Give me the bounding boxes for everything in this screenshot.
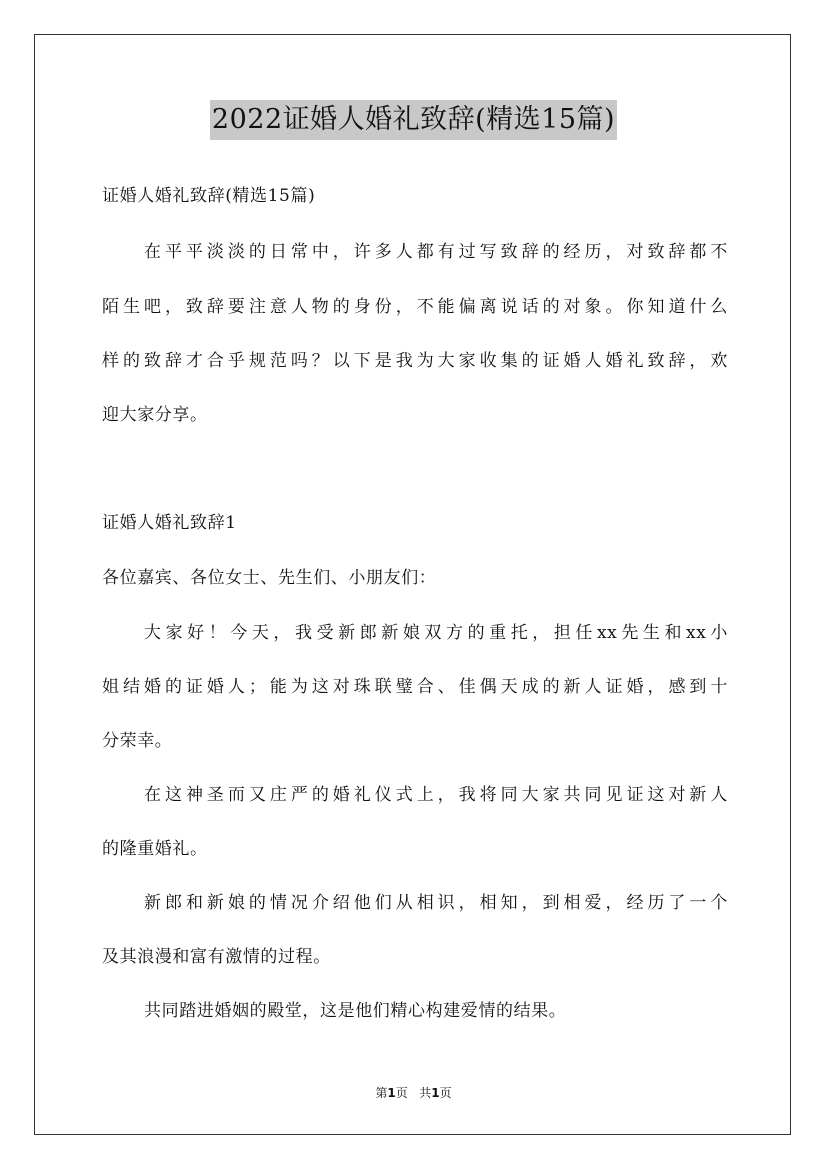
p4-line-1: 共同踏进婚姻的殿堂，这是他们精心构建爱情的结果。 bbox=[144, 1001, 567, 1021]
title-container bbox=[0, 100, 827, 140]
p3-line-1: 新郎和新娘的情况介绍他们从相识，相知，到相爱，经历了一个 bbox=[144, 893, 728, 913]
footer-total-prefix: 共 bbox=[419, 1086, 432, 1100]
greeting: 各位嘉宾、各位女士、先生们、小朋友们： bbox=[102, 568, 437, 588]
p1-line-2: 姐结婚的证婚人；能为这对珠联璧合、佳偶天成的新人证婚，感到十 bbox=[102, 677, 728, 697]
footer-total-number: 1 bbox=[431, 1086, 440, 1100]
document-subtitle: 证婚人婚礼致辞(精选15篇) bbox=[102, 186, 316, 206]
document-title: 2022证婚人婚礼致辞(精选15篇) bbox=[210, 100, 617, 140]
intro-line-3: 样的致辞才合乎规范吗？以下是我为大家收集的证婚人婚礼致辞，欢 bbox=[102, 351, 728, 371]
footer-total-suffix: 页 bbox=[439, 1086, 452, 1100]
p2-line-2: 的隆重婚礼。 bbox=[102, 839, 208, 859]
p1-line-3: 分荣幸。 bbox=[102, 731, 173, 751]
p2-line-1: 在这神圣而又庄严的婚礼仪式上，我将同大家共同见证这对新人 bbox=[144, 785, 728, 805]
section-heading: 证婚人婚礼致辞1 bbox=[102, 513, 237, 533]
p3-line-2: 及其浪漫和富有激情的过程。 bbox=[102, 947, 331, 967]
p1-line-1: 大家好！今天，我受新郎新娘双方的重托，担任xx先生和xx小 bbox=[144, 623, 728, 643]
footer-page-prefix: 第 bbox=[375, 1086, 388, 1100]
intro-line-1: 在平平淡淡的日常中，许多人都有过写致辞的经历，对致辞都不 bbox=[144, 242, 728, 262]
intro-line-4: 迎大家分享。 bbox=[102, 405, 208, 425]
intro-line-2: 陌生吧，致辞要注意人物的身份，不能偏离说话的对象。你知道什么 bbox=[102, 297, 728, 317]
footer-page-suffix: 页 bbox=[395, 1086, 408, 1100]
footer-page-number: 1 bbox=[387, 1086, 396, 1100]
page-footer bbox=[0, 1084, 827, 1101]
